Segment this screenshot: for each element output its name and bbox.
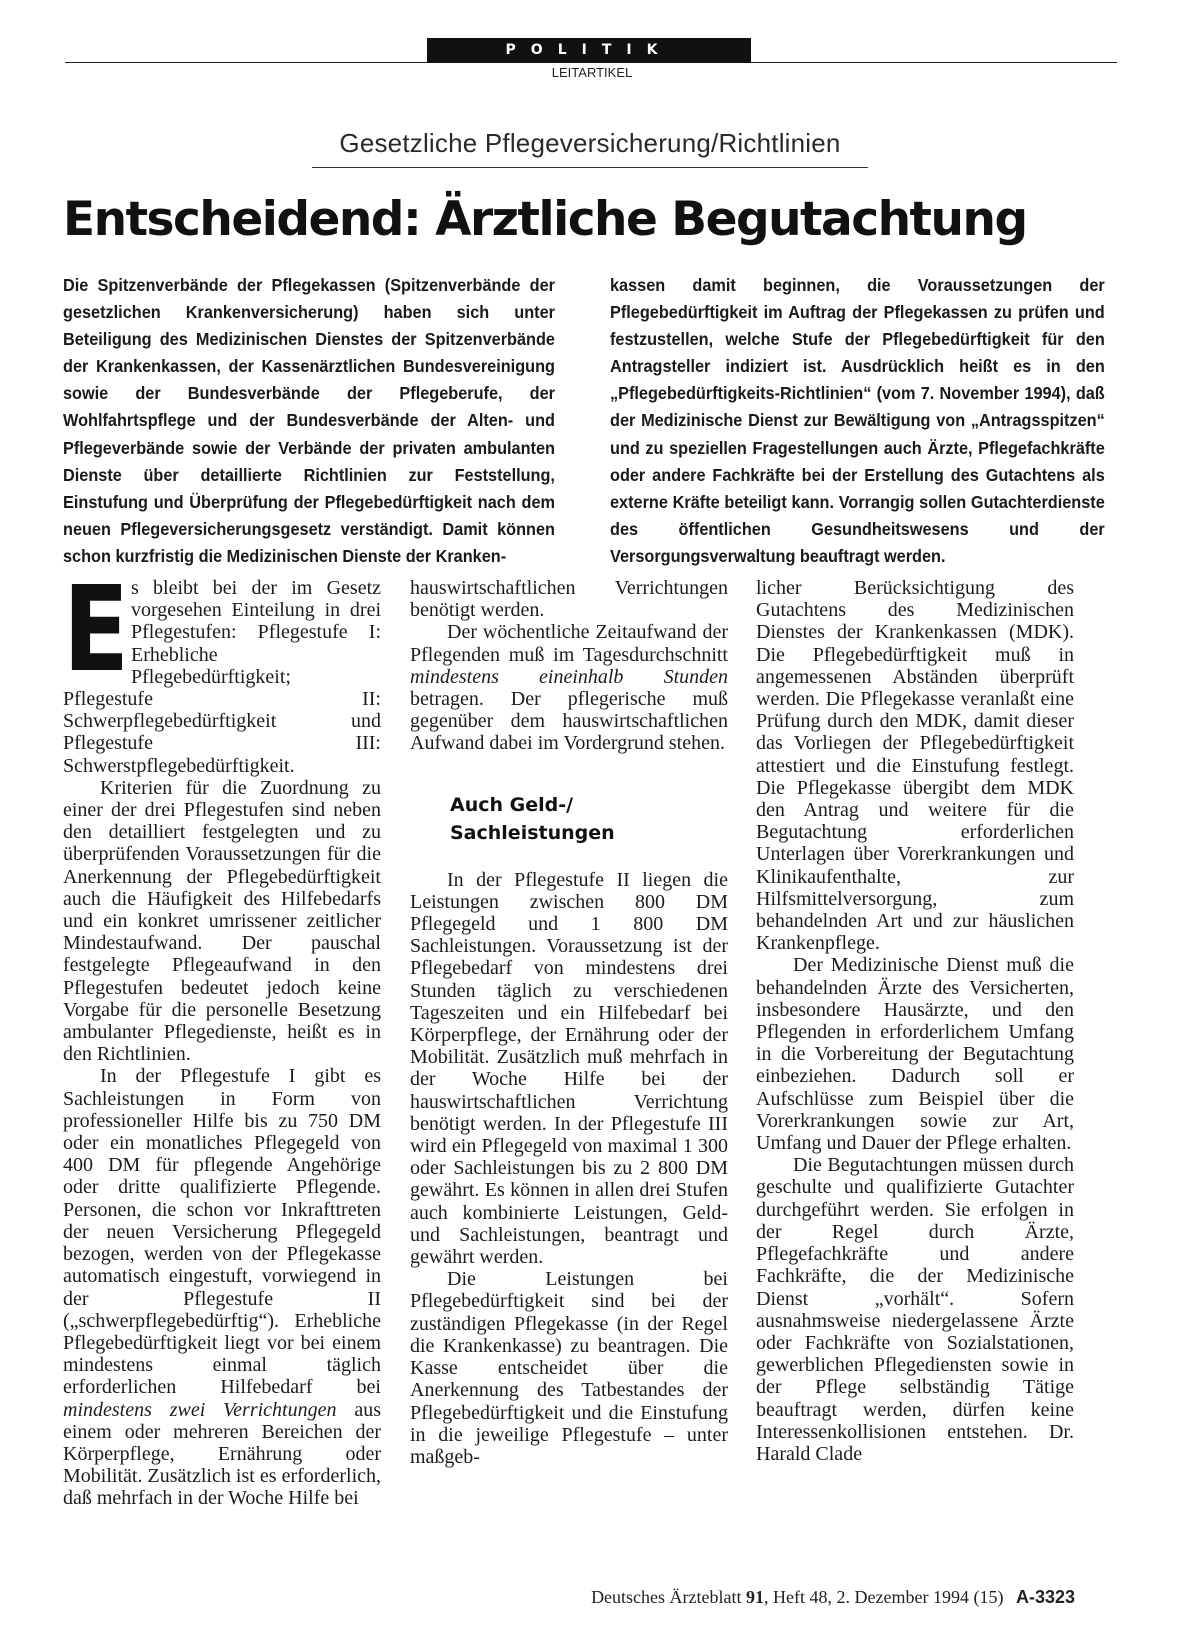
page-footer bbox=[470, 1587, 1075, 1608]
body-paragraph: Die Leistungen bei Pflegebedürftigkeit sind bei der zuständigen Pflegekasse (in der Regel die Krankenkasse) zu beantragen. Die Kasse entscheidet über die Anerkennung des Tatbestandes der Pflegebedürftigkeit und die Einstufung in die jeweilige Pflegestufe – unter maßgeb- bbox=[410, 1268, 728, 1468]
emphasis-text: mindestens eineinhalb Stunden bbox=[410, 665, 728, 688]
journal-volume: 91 bbox=[746, 1587, 765, 1607]
body-paragraph: In der Pflegestufe II liegen die Leistungen zwischen 800 DM Pflegegeld und 1 800 DM Sachleistungen. Voraussetzung ist der Pflegebedarf von mindestens drei Stunden täglich zu verschiedenen Tageszeiten und ein Hilfebedarf bei Körperpflege, der Ernährung oder der Mobilität. Zusätzlich muß mehrfach in der Woche Hilfe bei der hauswirtschaftlichen Verrichtung benötigt werden. In der Pflegestufe III wird ein Pflegegeld von maximal 1 300 oder Sachleistungen bis zu 2 800 DM gewährt. Es können in allen drei Stufen auch kombinierte Leistungen, Geld- und Sachleistungen, beantragt und gewährt werden. bbox=[410, 868, 728, 1269]
subheading-line: Sachleistungen bbox=[450, 821, 615, 844]
body-text: betragen. Der pflegerische muß gegenüber dem hauswirtschaftlichen Aufwand dabei im Vordergrund stehen. bbox=[410, 688, 728, 755]
subheading-line: Auch Geld-/ bbox=[450, 793, 574, 816]
body-column-1 bbox=[63, 560, 381, 1510]
body-column-3 bbox=[756, 577, 1074, 1465]
kicker-underline bbox=[312, 167, 868, 168]
section-rubric: POLITIK bbox=[427, 38, 751, 63]
body-paragraph: Kriterien für die Zuordnung zu einer der drei Pflegestufen sind neben den detailliert festgelegten und zu überprüfenden Voraussetzungen für die Anerkennung der Pflegebedürftigkeit auch die Häufigkeit des Hilfebedarfs und ein konkret umrissener zeitlicher Mindestaufwand. Der pauschal festgelegte Pflegeaufwand in den Pflegestufen bedeutet jedoch keine Vorgabe für die personelle Besetzung ambulanter Pflegedienste, heißt es in den Richtlinien. bbox=[63, 776, 381, 1066]
lead-text-left: Die Spitzenverbände der Pflegekassen (Spitzenverbände der gesetzlichen Krankenversicherung) haben sich unter Beteiligung des Medizinischen Dienstes der Spitzenverbände der Krankenkassen, der Kassenärztlichen Bundesvereinigung sowie der Bundesverbände der Pflegeberufe, der Wohlfahrtspflege und der Bundesverbände der Alten- und Pflegeverbände sowie der Verbände der privaten ambulanten Dienste über detaillierte Richtlinien zur Feststellung, Einstufung und Überprüfung der Pflegebedürftigkeit nach dem neuen Pflegeversicherungsgesetz verständigt. Damit können schon kurzfristig die Medizinischen Dienste der Kranken- bbox=[63, 275, 555, 566]
page-number: A-3323 bbox=[1015, 1587, 1075, 1607]
article-headline: Entscheidend: Ärztliche Begutachtung bbox=[63, 192, 1027, 247]
drop-cap: E bbox=[63, 560, 130, 698]
body-column-2 bbox=[410, 577, 728, 1468]
body-paragraph: hauswirtschaftlichen Verrichtungen benötigt werden. bbox=[410, 577, 728, 622]
body-text: Der wöchentliche Zeitaufwand der Pflegenden muß im Tagesdurchschnitt bbox=[410, 621, 728, 666]
article-subheading bbox=[450, 791, 728, 847]
body-paragraph: licher Berücksichtigung des Gutachtens des Medizinischen Dienstes der Krankenkassen (MDK). Die Pflegebedürftigkeit muß in angemessenen Abständen überprüft werden. Die Pflegekasse veranlaßt eine Prüfung durch den MDK, damit dieser das Vorliegen der Pflegebedürftigkeit attestiert und die Einstufung festlegt. Die Pflegekasse übergibt dem MDK den Antrag und weitere für die Begutachtung erforderlichen Unterlagen über Vorerkrankungen und Klinikaufenthalte, zur Hilfsmittelversorgung, zum behandelnden Art und zur häuslichen Krankenpflege. bbox=[756, 577, 1074, 955]
issue-date: , Heft 48, 2. Dezember 1994 (15) bbox=[764, 1587, 1004, 1607]
section-subrubric: LEITARTIKEL bbox=[551, 65, 633, 80]
body-text: In der Pflegestufe I gibt es Sachleistungen in Form von professioneller Hilfe bis zu 750 DM oder ein monatliches Pflegegeld von 400 DM für pflegende Angehörige oder dritte qualifizierte Pflegende. Personen, die schon vor Inkrafttreten der neuen Versicherung Pflegegeld bezogen, werden von der Pflegekasse automatisch eingestuft, vorwiegend in der Pflegestufe II („schwerpflegebedürftig“). Erhebliche Pflegebedürftigkeit liegt vor bei einem mindestens einmal täglich erforderlichen Hilfebedarf bei bbox=[63, 1065, 381, 1399]
body-paragraph: Die Begutachtungen müssen durch geschulte und qualifizierte Gutachter durchgeführt werden. Sie erfolgen in der Regel durch Ärzte, Pflegefachkräfte und andere Fachkräfte, die der Medizinische Dienst „vorhält“. Sofern ausnahmsweise niedergelassene Ärzte oder Fachkräfte von Sozialstationen, gewerblichen Pflegediensten sowie in der Pflege selbständig Tätige beauftragt werden, dürfen keine Interessenkollisionen entstehen. Dr. Harald Clade bbox=[756, 1154, 1074, 1465]
body-paragraph bbox=[410, 621, 728, 754]
body-paragraph: s bleibt bei der im Gesetz vorgesehen Einteilung in drei Pflegestufen: Pflegestufe I: Erhebliche Pflegebedürftigkeit; Pflegestufe II: Schwerpflegebedürftigkeit und Pflegestufe III: Schwerstpflegebedürftigkeit. bbox=[63, 577, 381, 777]
body-text: aus einem oder mehreren Bereichen der Körperpflege, Ernährung oder Mobilität. Zusätzlich ist es erforderlich, daß mehrfach in der Woche Hilfe bei bbox=[63, 1398, 381, 1510]
lead-text-right: kassen damit beginnen, die Voraussetzungen der Pflegebedürftigkeit im Auftrag der Pflegekassen zu prüfen und festzustellen, welche Stufe der Pflegebedürftigkeit für den Antragsteller indiziert ist. Ausdrücklich heißt es in den „Pflegebedürftigkeits-Richtlinien“ (vom 7. November 1994), daß der Medizinische Dienst zur Bewältigung von „Antragsspitzen“ und zu speziellen Fragestellungen auch Ärzte, Pflegefachkräfte oder andere Fachkräfte bei der Erstellung des Gutachtens als externe Kräfte beteiligt kann. Vorrangig sollen Gutachterdienste des öffentlichen Gesundheitswesens und der Versorgungsverwaltung beauftragt werden. bbox=[610, 275, 1105, 566]
emphasis-text: mindestens zwei Verrichtungen bbox=[63, 1398, 337, 1421]
body-paragraph: Der Medizinische Dienst muß die behandelnden Ärzte des Versicherten, insbesondere Hausärzte, und den Pflegenden in erforderlichem Umfang in die Vorbereitung der Begutachtung einbeziehen. Dadurch soll er Aufschlüsse zum Beispiel über die Vorerkrankungen sowie zur Art, Umfang und Dauer der Pflege erhalten. bbox=[756, 954, 1074, 1155]
article-kicker: Gesetzliche Pflegeversicherung/Richtlinien bbox=[339, 128, 841, 158]
lead-paragraph-right bbox=[610, 272, 1105, 570]
body-paragraph bbox=[63, 1065, 381, 1509]
journal-name: Deutsches Ärzteblatt bbox=[591, 1587, 742, 1607]
lead-paragraph-left bbox=[63, 272, 555, 570]
